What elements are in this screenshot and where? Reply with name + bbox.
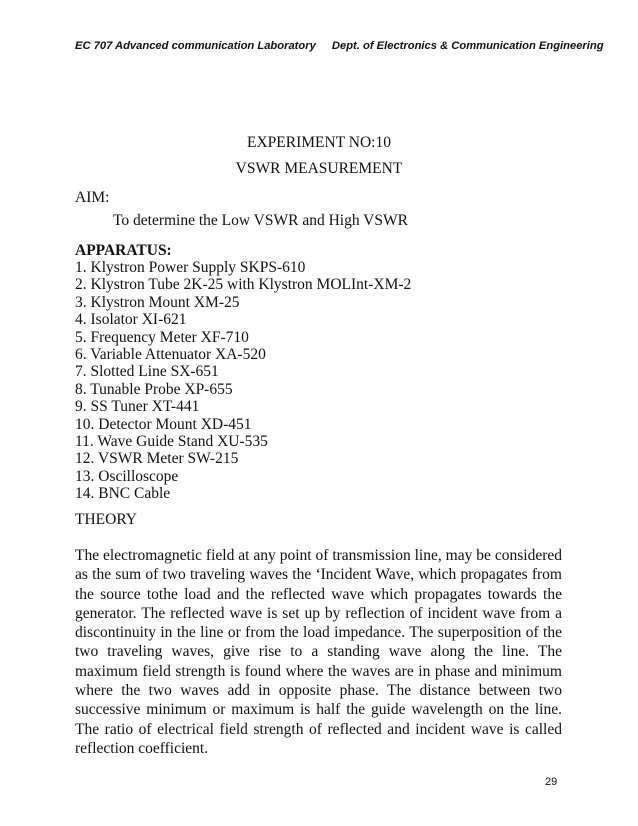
list-item: 9. SS Tuner XT-441 xyxy=(75,398,200,416)
list-item: 8. Tunable Probe XP-655 xyxy=(75,380,233,398)
theory-heading: THEORY xyxy=(75,511,137,528)
page-header xyxy=(75,40,604,52)
department-name: Dept. of Electronics & Communication Engineering xyxy=(331,40,604,52)
list-item: 6. Variable Attenuator XA-520 xyxy=(75,346,266,364)
course-title: EC 707 Advanced communication Laboratory xyxy=(75,40,316,52)
list-item: 3. Klystron Mount XM-25 xyxy=(75,293,240,311)
aim-heading: AIM: xyxy=(75,189,110,206)
list-item: 10. Detector Mount XD-451 xyxy=(75,415,252,433)
aim-text: To determine the Low VSWR and High VSWR xyxy=(113,212,408,229)
list-item: 4. Isolator XI-621 xyxy=(75,311,187,329)
list-item: 5. Frequency Meter XF-710 xyxy=(75,328,249,346)
experiment-number: EXPERIMENT NO:10 xyxy=(247,134,391,151)
list-item: 1. Klystron Power Supply SKPS-610 xyxy=(75,259,306,276)
list-item: 14. BNC Cable xyxy=(75,485,171,503)
list-item: 7. Slotted Line SX-651 xyxy=(75,363,219,381)
apparatus-heading: APPARATUS: xyxy=(75,242,172,259)
theory-paragraph: The electromagnetic field at any point of transmission line, may be considered as the sum of two traveling waves the ‘Incident Wave, which propagates from the source tothe load and the reflected wave which propagates towards the generator. The reflected wave is set up by reflection of incident wave from a discontinuity in the line or from the load impedance. The superposition of the two traveling waves, give rise to a standing wave along the line. The maximum field strength is found where the waves are in phase and minimum where the two waves add in opposite phase. The distance between two successive minimum or maximum is half the guide wavelength on the line. The ratio of electrical field strength of reflected and incident wave is called reflection coefficient. xyxy=(75,547,562,757)
apparatus-list xyxy=(75,259,411,503)
list-item: 11. Wave Guide Stand XU-535 xyxy=(75,433,268,451)
page-number: 29 xyxy=(545,776,558,788)
list-item: 13. Oscilloscope xyxy=(75,467,179,485)
list-item: 2. Klystron Tube 2K-25 with Klystron MOLInt-XM-2 xyxy=(75,276,412,294)
list-item: 12. VSWR Meter SW-215 xyxy=(75,450,239,468)
experiment-title: VSWR MEASUREMENT xyxy=(235,160,403,177)
